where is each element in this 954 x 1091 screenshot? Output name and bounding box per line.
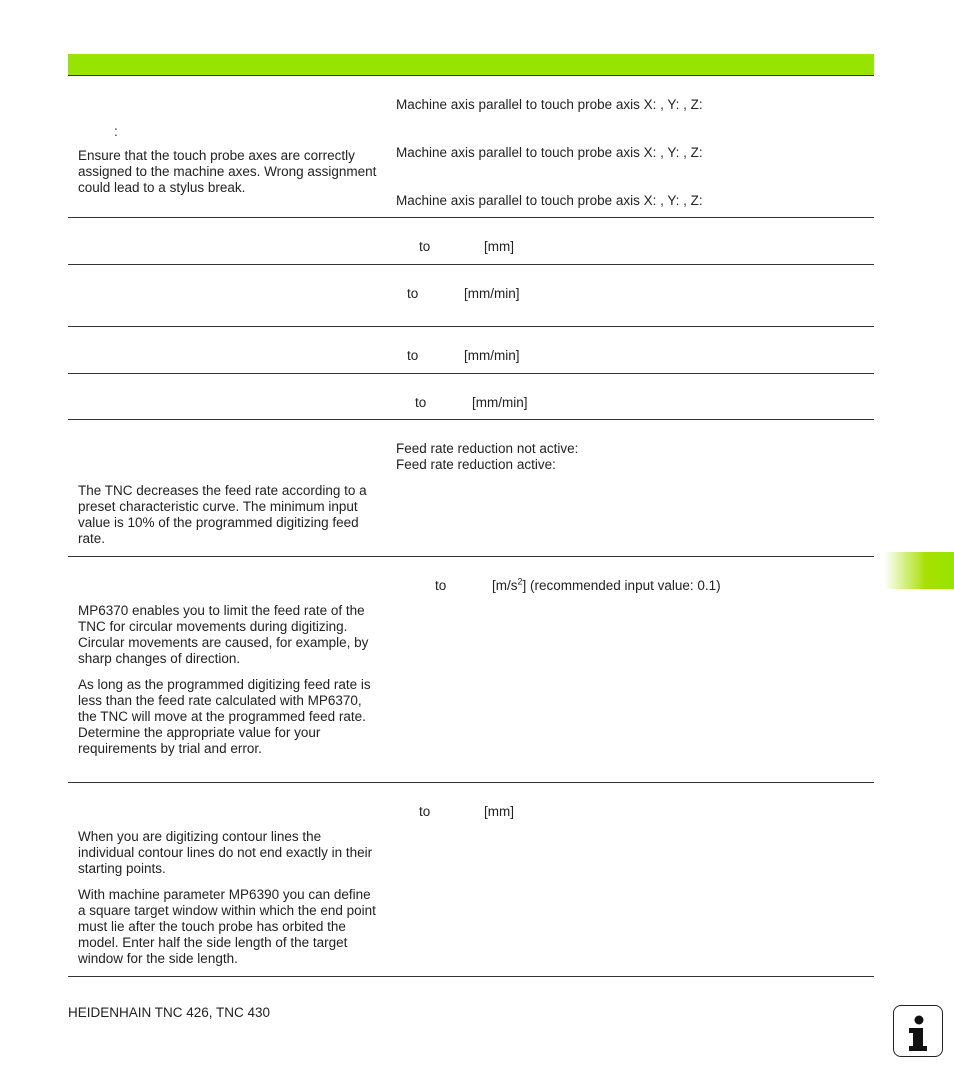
feed-reduction-option-2: Feed rate reduction active: xyxy=(396,457,556,472)
row2-unit: [mm] xyxy=(484,239,514,254)
row-divider xyxy=(68,556,874,557)
feed-reduction-option-1: Feed rate reduction not active: xyxy=(396,441,579,456)
mp6370-to: to xyxy=(435,578,447,593)
row-divider xyxy=(68,264,874,265)
row4-to: to xyxy=(407,348,419,363)
axes-note-text: Ensure that the touch probe axes are correctly assigned to the machine axes. Wrong assignment could lead to a stylus break. xyxy=(78,148,377,195)
mp6370-description xyxy=(78,603,378,767)
footer-text: HEIDENHAIN TNC 426, TNC 430 xyxy=(68,1005,271,1020)
row-divider xyxy=(68,217,874,218)
mp6390-paragraph-2: With machine parameter MP6390 you can define a square target window within which the end point must lie after the touch probe has orbited the model. Enter half the side length of the target window for the side length. xyxy=(78,887,376,966)
row-divider xyxy=(68,782,874,783)
info-icon xyxy=(893,1005,943,1057)
row3-to: to xyxy=(407,286,419,301)
mp6390-description xyxy=(78,829,378,977)
axes-line-2: Machine axis parallel to touch probe axis X: , Y: , Z: xyxy=(396,145,703,160)
mp6370-unit: $[m/s^2]$ (recommended input value: 0.1) xyxy=(492,576,721,593)
row-divider xyxy=(68,419,874,420)
mp6370-paragraph-2: As long as the programmed digitizing feed rate is less than the feed rate calculated with MP6370, the TNC will move at the programmed feed rate. Determine the appropriate value for your requirements by trial and error. xyxy=(78,677,371,756)
axes-note xyxy=(78,148,378,206)
row5-to: to xyxy=(415,395,427,410)
mp6390-paragraph-1: When you are digitizing contour lines the individual contour lines do not end exactly in their starting points. xyxy=(78,829,373,876)
row4-unit: [mm/min] xyxy=(464,348,520,363)
axes-line-3: Machine axis parallel to touch probe axis X: , Y: , Z: xyxy=(396,193,703,208)
row-divider xyxy=(68,326,874,327)
row-divider xyxy=(68,976,874,977)
axes-colon: : xyxy=(114,124,118,139)
row5-unit: [mm/min] xyxy=(472,395,528,410)
row2-to: to xyxy=(419,239,431,254)
chapter-tab xyxy=(884,552,954,589)
feed-reduction-note xyxy=(78,483,378,557)
mp6370-paragraph-1: MP6370 enables you to limit the feed rate of the TNC for circular movements during digitizing. Circular movements are caused, for example, by sharp changes of direction. xyxy=(78,603,369,666)
table-header-bar xyxy=(68,54,874,76)
mp6390-to: to xyxy=(419,804,431,819)
mp6390-unit: [mm] xyxy=(484,804,514,819)
axes-line-1: Machine axis parallel to touch probe axis X: , Y: , Z: xyxy=(396,97,703,112)
row-divider xyxy=(68,373,874,374)
feed-reduction-note-text: The TNC decreases the feed rate according to a preset characteristic curve. The minimum input value is 10% of the programmed digitizing feed rate. xyxy=(78,483,367,546)
row3-unit: [mm/min] xyxy=(464,286,520,301)
